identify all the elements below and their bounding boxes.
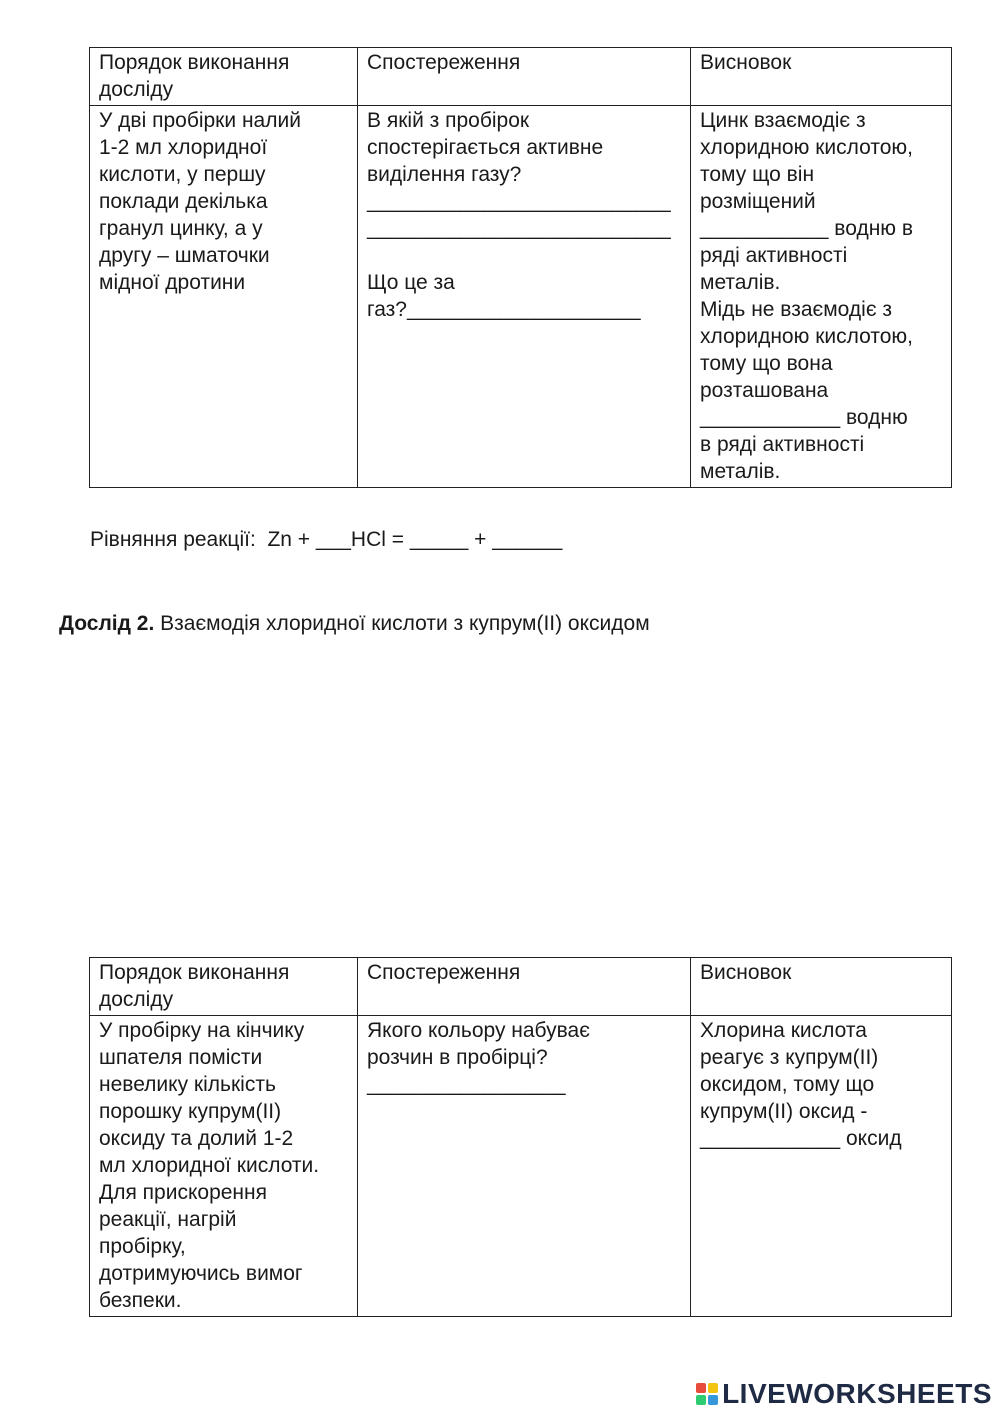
logo-square — [708, 1395, 718, 1405]
table-header-row — [90, 48, 952, 106]
reaction-equation[interactable]: Рівняння реакції: Zn + ___HCl = _____ + ______ — [90, 528, 563, 551]
observation-cell[interactable]: Якого кольору набуває розчин в пробірці? _________________ — [358, 1016, 691, 1317]
logo-square — [696, 1383, 706, 1393]
experiment-1-table — [89, 47, 952, 488]
experiment-2-heading — [59, 610, 650, 637]
header-conclusion: Висновок — [691, 48, 952, 106]
logo-square — [708, 1383, 718, 1393]
header-observation: Спостереження — [358, 48, 691, 106]
experiment-2-title: Взаємодія хлоридної кислоти з купрум(ІІ) оксидом — [154, 612, 650, 635]
conclusion-cell[interactable]: Цинк взаємодіє з хлоридною кислотою, тому що він розміщений ___________ водню в ряді активності металів. Мідь не взаємодіє з хлоридною кислотою, тому що вона розташована ____________ водню в ряді активності металів. — [691, 106, 952, 488]
header-observation: Спостереження — [358, 958, 691, 1016]
procedure-cell: У пробірку на кінчику шпателя помісти невелику кількість порошку купрум(ІІ) оксиду та долий 1-2 мл хлоридної кислоти. Для прискорення реакції, нагрій пробірку, дотримуючись вимог безпеки. — [90, 1016, 358, 1317]
experiment-2-table — [89, 957, 952, 1317]
experiment-2-label: Дослід 2. — [59, 612, 155, 635]
table-header-row — [90, 958, 952, 1016]
header-conclusion: Висновок — [691, 958, 952, 1016]
observation-cell[interactable]: В якій з пробірок спостерігається активне виділення газу? __________________________ __________________________ Що це за газ?____________________ — [358, 106, 691, 488]
header-procedure: Порядок виконання досліду — [90, 48, 358, 106]
liveworksheets-logo-icon — [696, 1383, 718, 1405]
procedure-cell: У дві пробірки налий 1-2 мл хлоридної кислоти, у першу поклади декілька гранул цинку, а у другу – шматочки мідної дротини — [90, 106, 358, 488]
liveworksheets-wordmark: LIVEWORKSHEETS — [722, 1378, 992, 1409]
conclusion-cell[interactable]: Хлорина кислота реагує з купрум(ІІ) оксидом, тому що купрум(ІІ) оксид - ____________ оксид — [691, 1016, 952, 1317]
table-row — [90, 106, 952, 488]
logo-square — [696, 1395, 706, 1405]
liveworksheets-brand — [696, 1376, 992, 1412]
header-procedure: Порядок виконання досліду — [90, 958, 358, 1016]
table-row — [90, 1016, 952, 1317]
